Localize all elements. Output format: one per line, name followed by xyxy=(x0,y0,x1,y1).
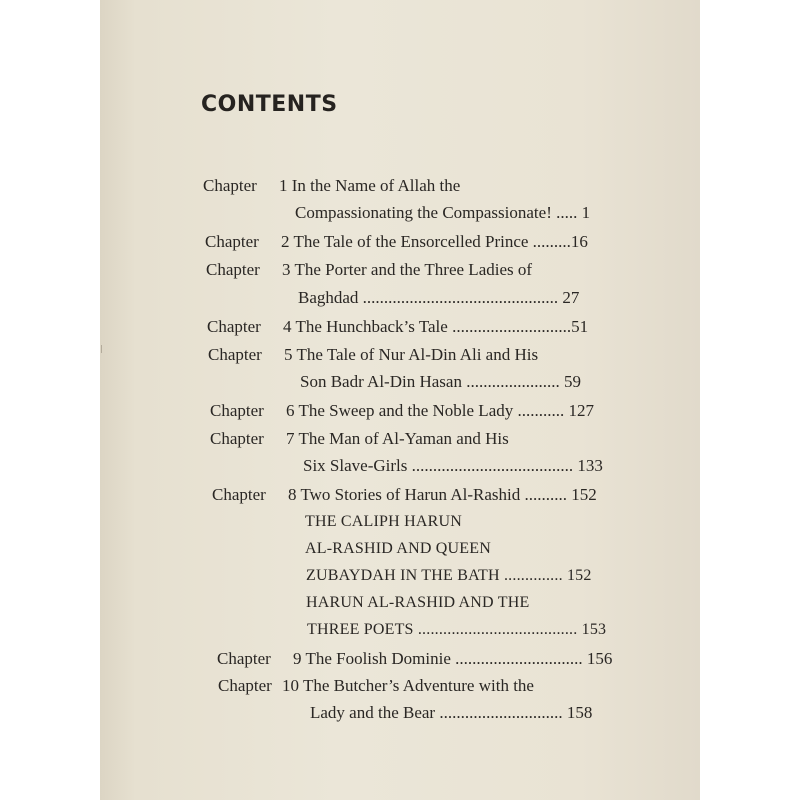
subentry-title: THREE POETS ...................................... 153 xyxy=(307,621,607,638)
chapter-title: 3 The Porter and the Three Ladies of xyxy=(282,260,533,279)
chapter-title: 8 Two Stories of Harun Al-Rashid .......... 152 xyxy=(288,485,597,504)
toc-line-chapter-4 xyxy=(207,314,588,340)
chapter-label: Chapter xyxy=(212,485,266,504)
chapter-title-cont: Son Badr Al-Din Hasan ...................... 59 xyxy=(300,372,581,391)
chapter-title-cont: Baghdad .............................................. 27 xyxy=(298,288,580,307)
page-mark xyxy=(101,345,106,353)
book-page xyxy=(100,0,700,800)
toc-line-chapter-7-cont xyxy=(303,453,603,479)
toc-line-chapter-5 xyxy=(208,342,538,368)
chapter-title: 4 The Hunchback’s Tale ............................51 xyxy=(283,317,589,336)
toc-line-chapter-8 xyxy=(212,482,597,508)
subentry-title: ZUBAYDAH IN THE BATH .............. 152 xyxy=(306,567,592,584)
chapter-label: Chapter xyxy=(203,176,257,195)
chapter-title-cont: Six Slave-Girls ...................................... 133 xyxy=(303,456,603,475)
chapter-title: 5 The Tale of Nur Al-Din Ali and His xyxy=(284,345,539,364)
toc-line-chapter-2 xyxy=(205,229,588,255)
chapter-label: Chapter xyxy=(210,429,264,448)
chapter-title: 6 The Sweep and the Noble Lady ........... 127 xyxy=(286,401,594,420)
chapter-label: Chapter xyxy=(218,676,272,695)
toc-line-chapter-3 xyxy=(206,257,532,283)
toc-line-chapter-7 xyxy=(210,426,509,452)
toc-line-chapter-5-cont xyxy=(300,369,581,395)
toc-line-chapter-1-cont xyxy=(295,200,590,226)
subentry-title: HARUN AL-RASHID AND THE xyxy=(306,594,530,611)
chapter-title: 9 The Foolish Dominie .............................. 156 xyxy=(293,649,613,668)
toc-subentry-line xyxy=(306,590,529,616)
chapter-title: 1 In the Name of Allah the xyxy=(279,176,461,195)
toc-subentry-line xyxy=(307,617,606,643)
toc-subentry-line xyxy=(306,563,592,589)
chapter-title-cont: Compassionating the Compassionate! ..... 1 xyxy=(295,203,591,222)
toc-subentry-line xyxy=(305,509,462,535)
subentry-title: AL-RASHID AND QUEEN xyxy=(305,540,492,557)
chapter-label: Chapter xyxy=(208,345,262,364)
contents-heading: CONTENTS xyxy=(201,92,338,117)
toc-subentry-line xyxy=(305,536,491,562)
toc-line-chapter-10-cont xyxy=(310,700,592,726)
toc-line-chapter-1 xyxy=(203,173,460,199)
chapter-label: Chapter xyxy=(205,232,259,251)
chapter-title: 7 The Man of Al-Yaman and His xyxy=(286,429,509,448)
toc-line-chapter-10 xyxy=(218,673,534,699)
toc-line-chapter-9 xyxy=(217,646,612,672)
toc-line-chapter-3-cont xyxy=(298,285,579,311)
toc-line-chapter-6 xyxy=(210,398,594,424)
chapter-label: Chapter xyxy=(207,317,261,336)
chapter-title: 10 The Butcher’s Adventure with the xyxy=(282,676,534,695)
chapter-label: Chapter xyxy=(217,649,271,668)
chapter-label: Chapter xyxy=(210,401,264,420)
chapter-label: Chapter xyxy=(206,260,260,279)
chapter-title-cont: Lady and the Bear ............................. 158 xyxy=(310,703,593,722)
chapter-title: 2 The Tale of the Ensorcelled Prince .........16 xyxy=(281,232,588,251)
subentry-title: THE CALIPH HARUN xyxy=(305,513,462,530)
